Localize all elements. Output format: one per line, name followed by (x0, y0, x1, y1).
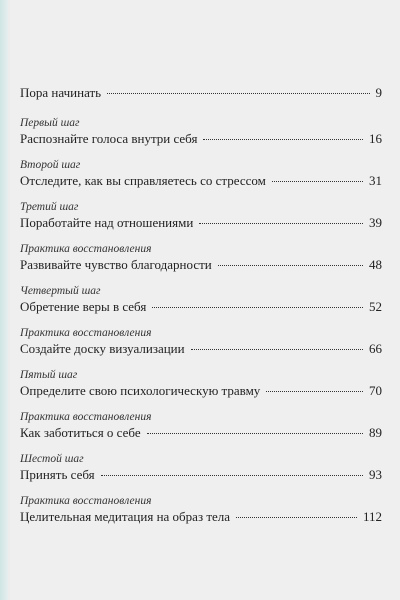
toc-section-label: Второй шаг (20, 159, 81, 171)
toc-row (20, 382, 382, 400)
table-of-contents (20, 84, 382, 526)
toc-row (20, 424, 382, 442)
toc-row (20, 130, 382, 148)
toc-title: Обретение веры в себя (20, 299, 147, 314)
toc-title: Распознайте голоса внутри себя (20, 131, 198, 146)
toc-section-label: Третий шаг (20, 201, 79, 213)
toc-entry (20, 158, 382, 190)
book-page (10, 0, 400, 600)
toc-section-label: Четвертый шаг (20, 285, 101, 297)
toc-row (20, 466, 382, 484)
toc-row (20, 256, 382, 274)
toc-section-label: Практика восстановления (20, 495, 152, 507)
toc-section-label: Практика восстановления (20, 327, 152, 339)
dot-leader (266, 391, 363, 392)
toc-section-label: Практика восстановления (20, 243, 152, 255)
toc-title: Как заботиться о себе (20, 425, 141, 440)
toc-row (20, 172, 382, 190)
toc-page-number: 89 (369, 425, 382, 440)
toc-entry (20, 368, 382, 400)
toc-entry (20, 116, 382, 148)
toc-title: Создайте доску визуализации (20, 341, 185, 356)
toc-title: Развивайте чувство благодарности (20, 257, 212, 272)
toc-entry (20, 284, 382, 316)
toc-section-label: Шестой шаг (20, 453, 84, 465)
dot-leader (191, 349, 363, 350)
dot-leader (101, 475, 363, 476)
toc-page-number: 112 (362, 509, 382, 524)
toc-row (20, 84, 382, 102)
toc-entry (20, 452, 382, 484)
toc-page-number: 93 (369, 467, 382, 482)
toc-title: Пора начинать (20, 85, 102, 100)
dot-leader (107, 93, 369, 94)
toc-title: Отследите, как вы справляетесь со стрессом (20, 173, 266, 188)
toc-page-number: 66 (369, 341, 382, 356)
dot-leader (236, 517, 357, 518)
toc-page-number: 52 (369, 299, 382, 314)
toc-entry (20, 410, 382, 442)
toc-entry (20, 242, 382, 274)
toc-section-label: Первый шаг (20, 117, 80, 129)
toc-title: Целительная медитация на образ тела (20, 509, 231, 524)
toc-section-label: Пятый шаг (20, 369, 78, 381)
dot-leader (199, 223, 363, 224)
toc-title: Поработайте над отношениями (20, 215, 194, 230)
toc-row (20, 340, 382, 358)
toc-entry (20, 494, 382, 526)
dot-leader (272, 181, 363, 182)
toc-page-number: 9 (375, 85, 382, 100)
dot-leader (218, 265, 363, 266)
toc-entry (20, 200, 382, 232)
toc-section-label: Практика восстановления (20, 411, 152, 423)
toc-row (20, 298, 382, 316)
toc-row (20, 508, 382, 526)
dot-leader (152, 307, 363, 308)
dot-leader (147, 433, 363, 434)
toc-page-number: 70 (369, 383, 382, 398)
toc-entry (20, 326, 382, 358)
dot-leader (203, 139, 363, 140)
toc-page-number: 48 (369, 257, 382, 272)
toc-title: Принять себя (20, 467, 95, 482)
toc-page-number: 31 (369, 173, 382, 188)
toc-page-number: 39 (369, 215, 382, 230)
toc-entry (20, 84, 382, 102)
toc-title: Определите свою психологическую травму (20, 383, 261, 398)
page-edge (0, 0, 8, 600)
toc-row (20, 214, 382, 232)
toc-page-number: 16 (369, 131, 382, 146)
